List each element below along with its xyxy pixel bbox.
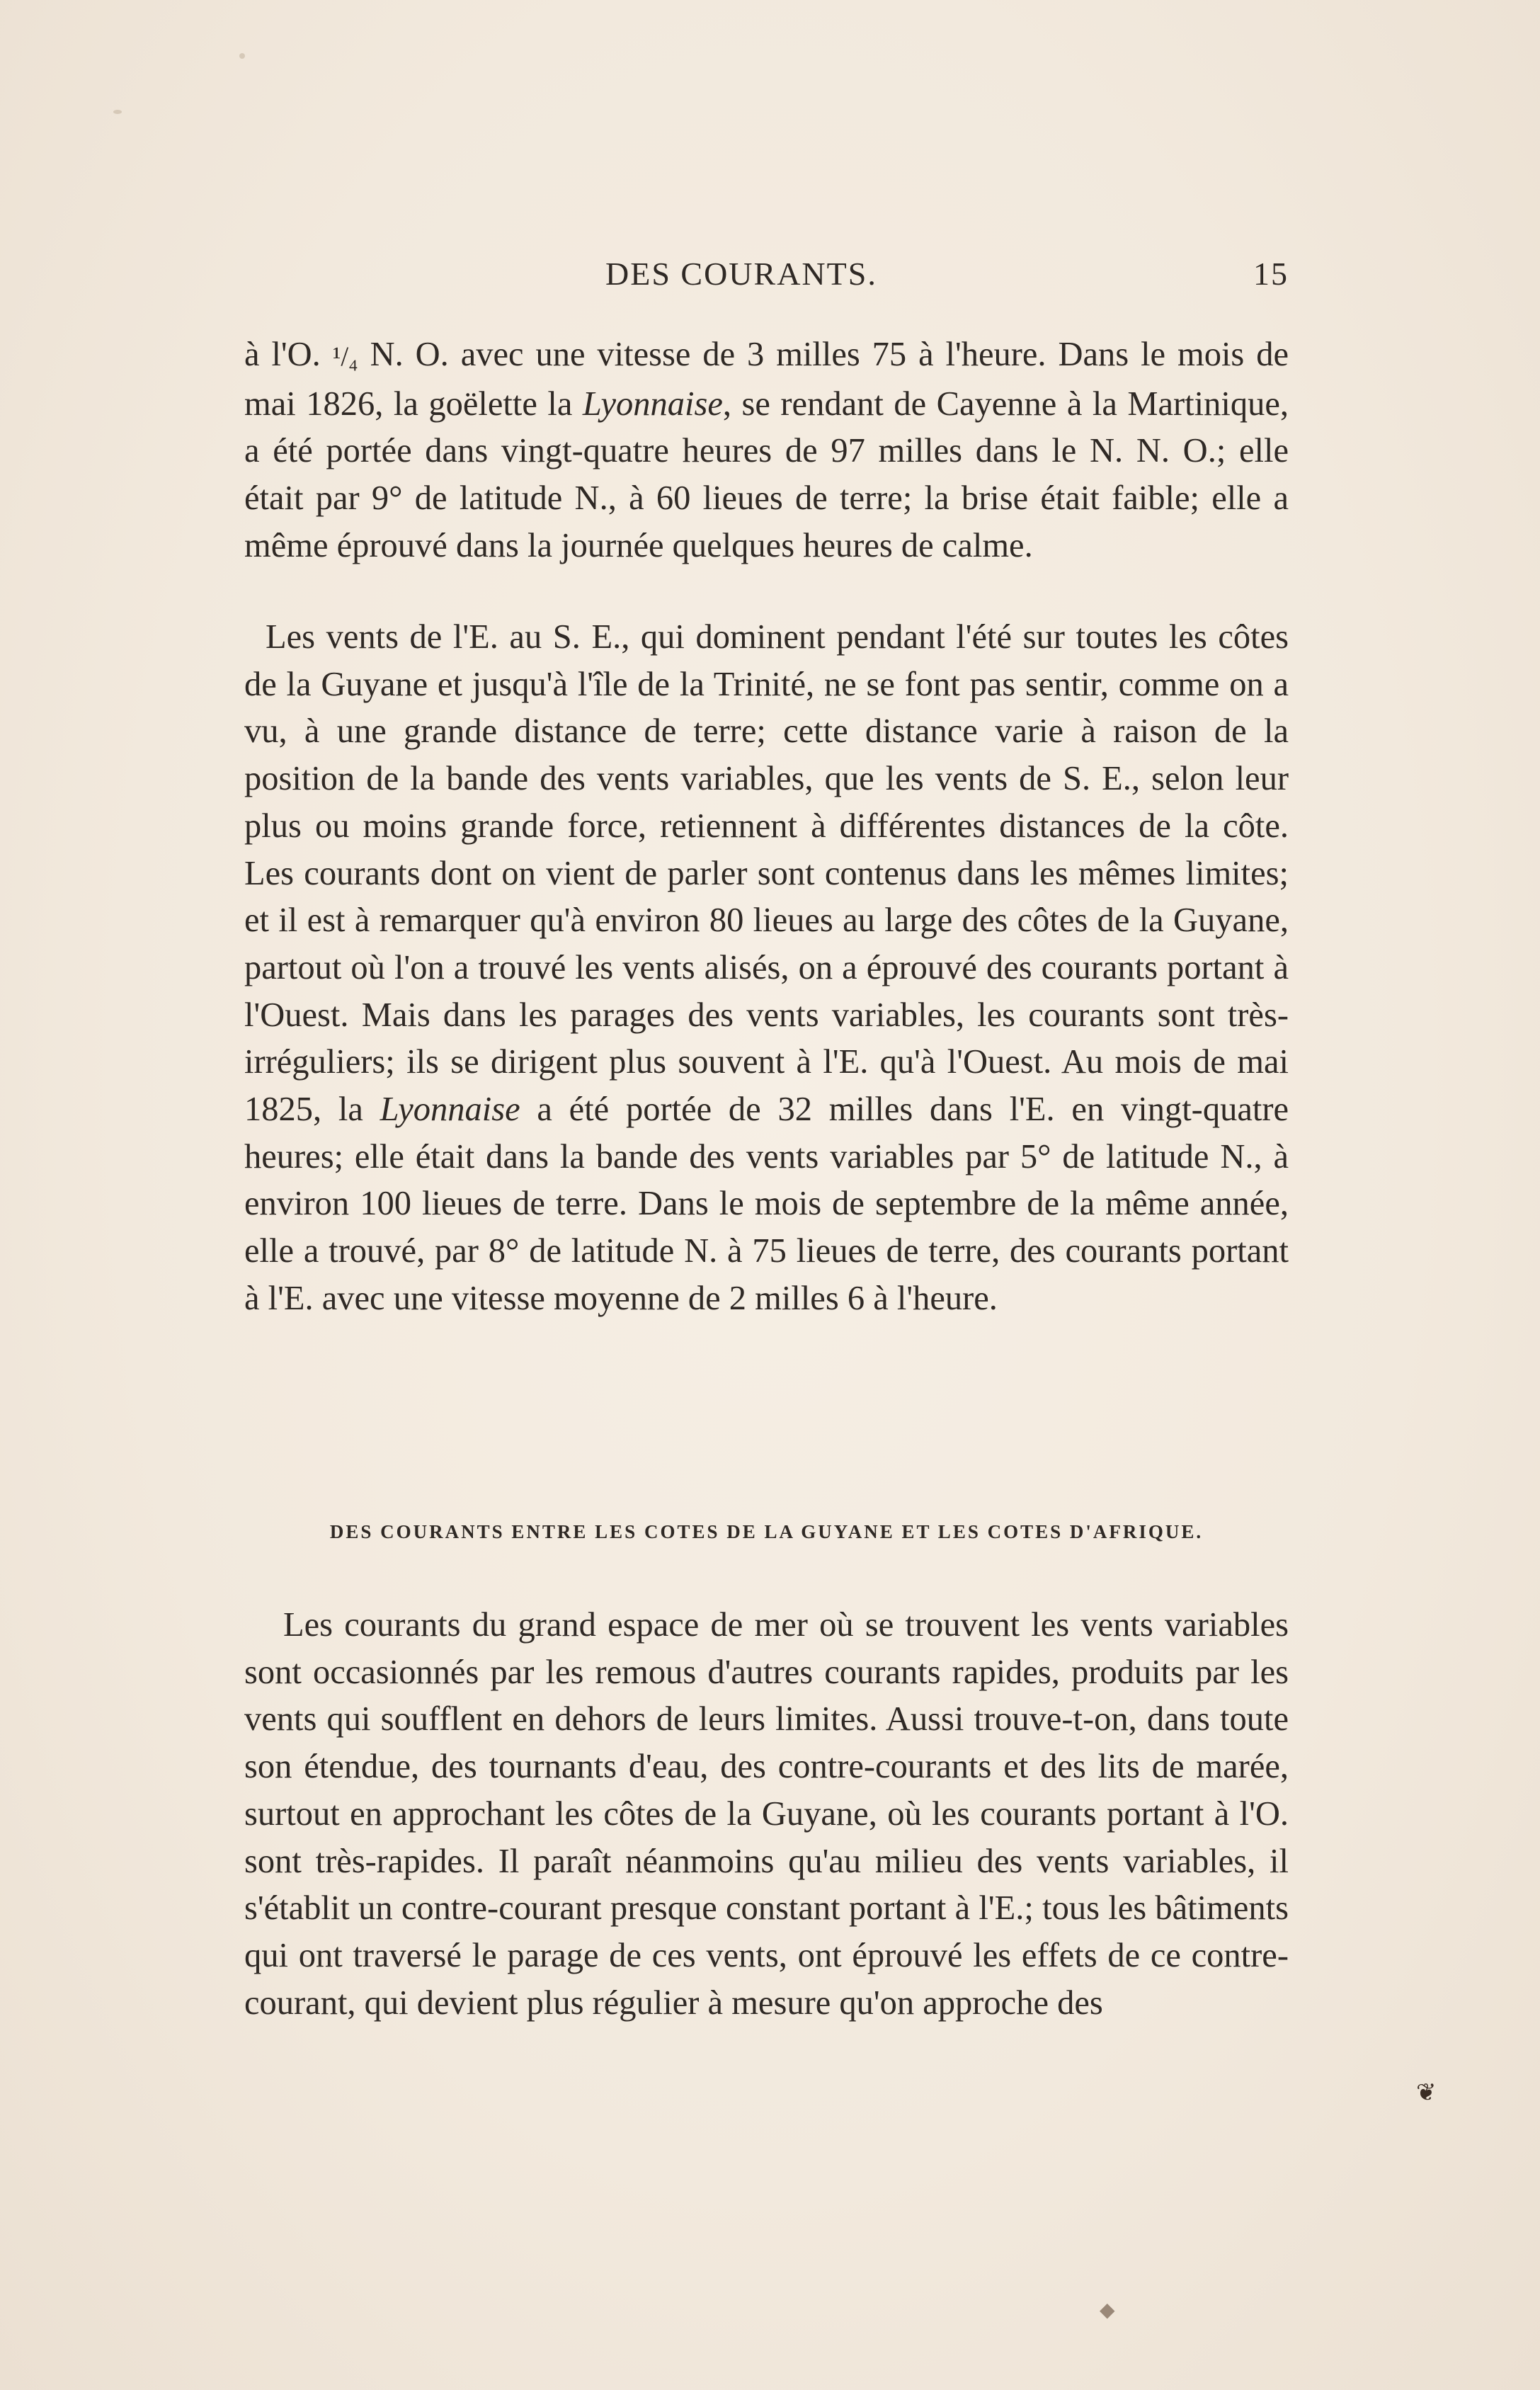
paragraph-1-fraction: ¹/₄ bbox=[332, 341, 358, 372]
paragraph-1 bbox=[244, 331, 1289, 570]
paper-speck bbox=[113, 110, 122, 114]
paragraph-2 bbox=[244, 614, 1289, 1323]
paragraph-1-text-b: , se rendant de Cayenne à la Martinique, a été portée dans vingt-quatre heures de 97 milles dans le N. N. O.; elle était par 9° de latitude N., à 60 lieues de terre; la brise était faible; elle a même éprouvé dans la journée quelques heures de calme. bbox=[244, 385, 1289, 564]
running-title: DES COURANTS. bbox=[605, 256, 877, 292]
paragraph-3 bbox=[244, 1602, 1289, 2027]
diamond-ornament-icon: ◆ bbox=[1100, 2299, 1115, 2321]
page-number: 15 bbox=[1253, 256, 1289, 292]
margin-ornament-icon: ❦ bbox=[1416, 2080, 1437, 2106]
paragraph-2-text-b: a été portée de 32 milles dans l'E. en vingt-quatre heures; elle était dans la bande des vents variables par 5° de latitude N., à environ 100 lieues de terre. Dans le mois de septembre de la même année, elle a trouvé, par 8° de latitude N. à 75 lieues de terre, des courants portant à l'E. avec une vitesse moyenne de 2 milles 6 à l'heure. bbox=[244, 1091, 1289, 1317]
paper-speck bbox=[239, 53, 245, 59]
paragraph-2-text-a: Les vents de l'E. au S. E., qui dominent pendant l'été sur toutes les côtes de la Guyane et jusqu'à l'île de la Trinité, ne se font pas sentir, comme on a vu, à une grande distance de terre; cette distance varie à raison de la position de la bande des vents variables, que les vents de S. E., selon leur plus ou moins grande force, retiennent à différentes distances de la côte. Les courants dont on vient de parler sont contenus dans les mêmes limites; et il est à remarquer qu'à environ 80 lieues au large des côtes de la Guyane, partout où l'on a trouvé les vents alisés, on a éprouvé des courants portant à l'Ouest. Mais dans les parages des vents variables, les courants sont très-irréguliers; ils se dirigent plus souvent à l'E. qu'à l'Ouest. Au mois de mai 1825, la bbox=[244, 618, 1289, 1129]
paragraph-3-text: Les courants du grand espace de mer où se trouvent les vents variables sont occasionnés par les remous d'autres courants rapides, produits par les vents qui soufflent en dehors de leurs limites. Aussi trouve-t-on, dans toute son étendue, des tournants d'eau, des contre-courants et des lits de marée, surtout en approchant les côtes de la Guyane, où les courants portant à l'O. sont très-rapides. Il paraît néanmoins qu'au milieu des vents variables, il s'établit un contre-courant presque constant portant à l'E.; tous les bâtiments qui ont traversé le parage de ces vents, ont éprouvé les effets de ce contre-courant, qui devient plus régulier à mesure qu'on approche des bbox=[244, 1606, 1289, 2022]
paragraph-1-text-a: N. O. avec une vitesse de 3 milles 75 à l'heure. Dans le mois de mai 1826, la goëlette la bbox=[244, 336, 1289, 423]
ship-name: Lyonnaise bbox=[582, 385, 723, 423]
section-heading: DES COURANTS ENTRE LES COTES DE LA GUYANE ET LES COTES D'AFRIQUE. bbox=[329, 1521, 1204, 1542]
running-head bbox=[244, 255, 1289, 297]
ship-name: Lyonnaise bbox=[380, 1091, 520, 1129]
paragraph-1-start: à l'O. bbox=[244, 336, 333, 373]
